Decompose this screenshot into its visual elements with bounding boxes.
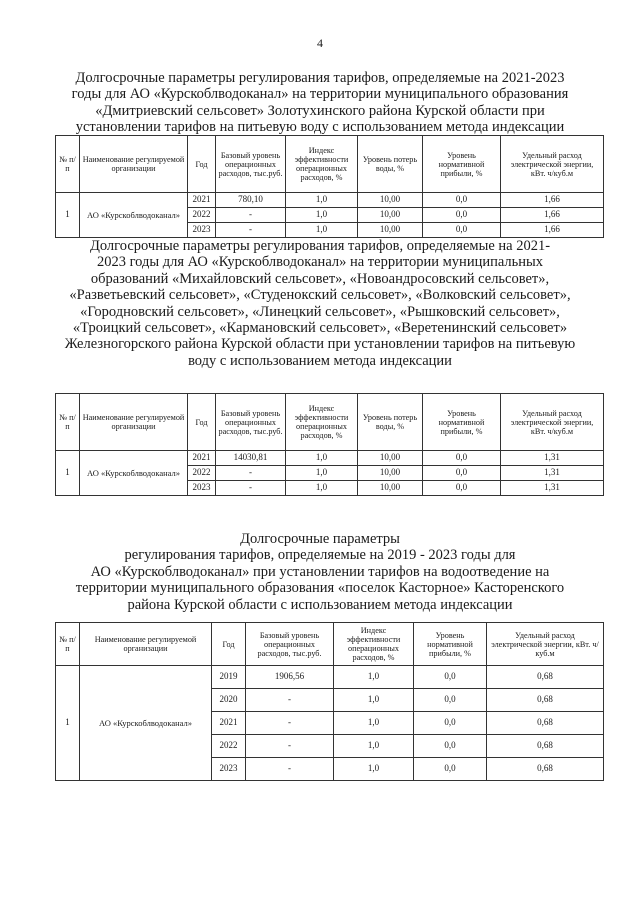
cell-year: 2022 — [188, 466, 216, 481]
header-base-expenses: Базовый уровень операционных расходов, тыс.руб. — [216, 394, 286, 451]
cell-index: 1,0 — [286, 193, 358, 208]
cell-index: 1,0 — [286, 208, 358, 223]
title-line: образований «Михайловский сельсовет», «Новоандросовский сельсовет», — [90, 270, 550, 287]
header-organization: Наименование регулируемой организации — [80, 623, 212, 666]
header-normative-profit: Уровень нормативной прибыли, % — [414, 623, 487, 666]
page-number: 4 — [317, 36, 323, 50]
header-number: № п/п — [56, 394, 80, 451]
cell-profit: 0,0 — [423, 451, 501, 466]
section-2-title — [40, 238, 600, 369]
header-year: Год — [188, 394, 216, 451]
cell-index: 1,0 — [334, 666, 414, 689]
title-line: территории муниципального образования «поселок Касторное» Касторенского — [75, 580, 565, 597]
title-line: «Дмитриевский сельсовет» Золотухинского района Курской области при — [95, 102, 545, 119]
header-organization: Наименование регулируемой организации — [80, 136, 188, 193]
cell-losses: 10,00 — [358, 208, 423, 223]
cell-energy: 0,68 — [487, 758, 604, 781]
header-number: № п/п — [56, 136, 80, 193]
cell-profit: 0,0 — [414, 689, 487, 712]
cell-index: 1,0 — [286, 481, 358, 496]
cell-base: - — [246, 735, 334, 758]
table-row — [56, 193, 604, 208]
section-2-table — [55, 393, 604, 496]
table-row — [56, 451, 604, 466]
cell-profit: 0,0 — [423, 223, 501, 238]
cell-index: 1,0 — [286, 466, 358, 481]
section-3-table — [55, 622, 604, 781]
title-line: Железногорского района Курской области при установлении тарифов на питьевую — [64, 336, 576, 353]
cell-base: - — [246, 758, 334, 781]
header-energy-consumption: Удельный расход электрической энергии, кВт. ч/куб.м — [501, 136, 604, 193]
cell-base: 780,10 — [216, 193, 286, 208]
title-line: «Разветьевский сельсовет», «Студенокский сельсовет», «Волковский сельсовет», — [69, 287, 571, 304]
organization-name: АО «Курскоблводоканал» — [80, 451, 188, 496]
title-line: установлении тарифов на питьевую воду с использованием метода индексации — [75, 119, 565, 136]
cell-year: 2021 — [188, 193, 216, 208]
cell-losses: 10,00 — [358, 466, 423, 481]
cell-losses: 10,00 — [358, 451, 423, 466]
cell-base: 14030,81 — [216, 451, 286, 466]
title-line: воду с использованием метода индексации — [188, 352, 452, 369]
header-number: № п/ п — [56, 623, 80, 666]
cell-base: - — [216, 208, 286, 223]
cell-index: 1,0 — [286, 451, 358, 466]
title-line: «Троицкий сельсовет», «Кармановский сельсовет», «Веретенинский сельсовет» — [72, 320, 568, 337]
cell-energy: 1,31 — [501, 451, 604, 466]
table-row — [56, 666, 604, 689]
header-water-losses: Уровень потерь воды, % — [358, 394, 423, 451]
cell-base: 1906,56 — [246, 666, 334, 689]
row-number: 1 — [56, 666, 80, 781]
cell-index: 1,0 — [334, 712, 414, 735]
cell-year: 2023 — [188, 223, 216, 238]
title-line: района Курской области с использованием метода индексации — [127, 596, 513, 613]
cell-profit: 0,0 — [423, 208, 501, 223]
cell-index: 1,0 — [334, 735, 414, 758]
header-base-expenses: Базовый уровень операционных расходов, тыс.руб. — [246, 623, 334, 666]
row-number: 1 — [56, 193, 80, 238]
cell-energy: 0,68 — [487, 689, 604, 712]
header-year: Год — [188, 136, 216, 193]
cell-base: - — [246, 712, 334, 735]
cell-energy: 0,68 — [487, 712, 604, 735]
header-energy-consumption: Удельный расход электрической энергии, кВт. ч/куб.м — [487, 623, 604, 666]
header-organization: Наименование регулируемой организации — [80, 394, 188, 451]
cell-year: 2022 — [212, 735, 246, 758]
cell-losses: 10,00 — [358, 481, 423, 496]
cell-profit: 0,0 — [423, 481, 501, 496]
title-line: Долгосрочные параметры — [240, 531, 400, 547]
cell-year: 2022 — [188, 208, 216, 223]
cell-energy: 1,31 — [501, 481, 604, 496]
cell-index: 1,0 — [334, 758, 414, 781]
cell-losses: 10,00 — [358, 223, 423, 238]
cell-base: - — [216, 223, 286, 238]
organization-name: АО «Курскоблводоканал» — [80, 666, 212, 781]
cell-year: 2021 — [188, 451, 216, 466]
title-line: АО «Курскоблводоканал» при установлении тарифов на водоотведение на — [90, 563, 550, 580]
organization-name: АО «Курскоблводоканал» — [80, 193, 188, 238]
cell-year: 2020 — [212, 689, 246, 712]
header-year: Год — [212, 623, 246, 666]
section-3-title — [40, 531, 600, 613]
cell-year: 2023 — [188, 481, 216, 496]
cell-profit: 0,0 — [414, 712, 487, 735]
header-water-losses: Уровень потерь воды, % — [358, 136, 423, 193]
header-normative-profit: Уровень нормативной прибыли, % — [423, 394, 501, 451]
cell-profit: 0,0 — [414, 735, 487, 758]
header-efficiency-index: Индекс эффективности операционных расходов, % — [286, 394, 358, 451]
cell-energy: 0,68 — [487, 666, 604, 689]
cell-energy: 1,66 — [501, 193, 604, 208]
cell-profit: 0,0 — [414, 666, 487, 689]
cell-profit: 0,0 — [423, 193, 501, 208]
cell-index: 1,0 — [286, 223, 358, 238]
cell-energy: 1,31 — [501, 466, 604, 481]
cell-index: 1,0 — [334, 689, 414, 712]
cell-profit: 0,0 — [423, 466, 501, 481]
cell-energy: 1,66 — [501, 223, 604, 238]
cell-energy: 0,68 — [487, 735, 604, 758]
cell-year: 2019 — [212, 666, 246, 689]
cell-base: - — [216, 466, 286, 481]
header-energy-consumption: Удельный расход электрической энергии, кВт. ч/куб.м — [501, 394, 604, 451]
cell-year: 2023 — [212, 758, 246, 781]
header-efficiency-index: Индекс эффективности операционных расходов, % — [334, 623, 414, 666]
header-base-expenses: Базовый уровень операционных расходов, тыс.руб. — [216, 136, 286, 193]
title-line: 2023 годы для АО «Курскоблводоканал» на территории муниципальных — [96, 254, 544, 271]
cell-year: 2021 — [212, 712, 246, 735]
row-number: 1 — [56, 451, 80, 496]
title-line: регулирования тарифов, определяемые на 2019 - 2023 годы для — [124, 547, 516, 564]
header-normative-profit: Уровень нормативной прибыли, % — [423, 136, 501, 193]
cell-energy: 1,66 — [501, 208, 604, 223]
section-1-table — [55, 135, 604, 238]
title-line: годы для АО «Курскоблводоканал» на территории муниципального образования — [71, 86, 569, 103]
title-line: Долгосрочные параметры регулирования тарифов, определяемые на 2021-2023 — [75, 70, 565, 86]
header-efficiency-index: Индекс эффективности операционных расходов, % — [286, 136, 358, 193]
cell-profit: 0,0 — [414, 758, 487, 781]
section-1-title — [40, 70, 600, 136]
title-line: «Городновский сельсовет», «Линецкий сельсовет», «Рышковский сельсовет», — [80, 303, 560, 320]
cell-losses: 10,00 — [358, 193, 423, 208]
title-line: Долгосрочные параметры регулирования тарифов, определяемые на 2021- — [89, 238, 551, 254]
cell-base: - — [216, 481, 286, 496]
cell-base: - — [246, 689, 334, 712]
